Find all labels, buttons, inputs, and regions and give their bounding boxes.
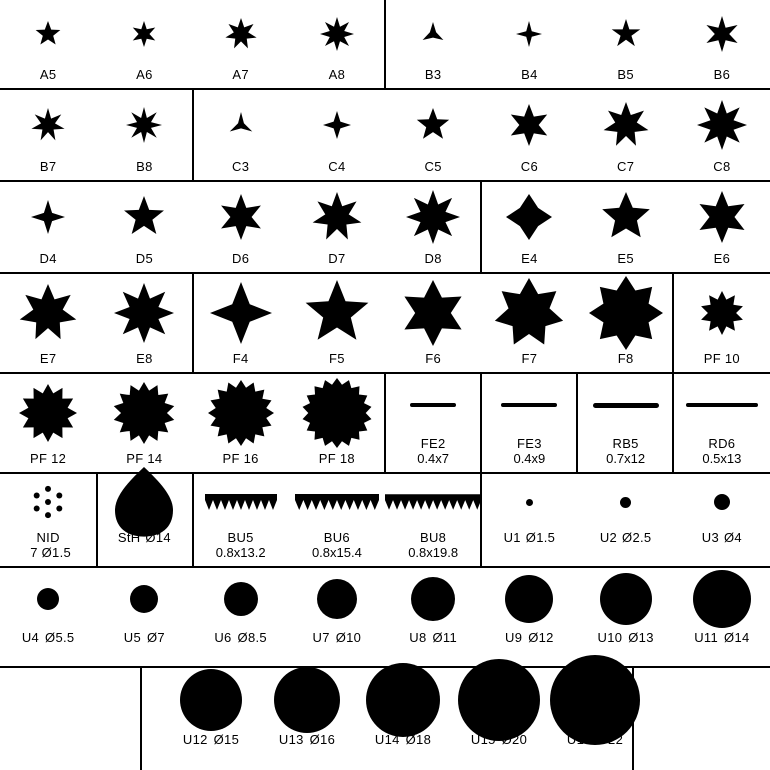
shape-glyph-slot xyxy=(481,374,577,436)
shape-code-label: D8 xyxy=(424,251,442,266)
shape-code-label: U12 xyxy=(182,732,208,747)
shape-cell xyxy=(481,0,577,90)
shape-cell xyxy=(289,182,385,274)
shape-glyph-circle xyxy=(0,568,96,630)
shape-glyph-star xyxy=(193,90,289,159)
shape-glyph-star xyxy=(96,0,192,67)
shape-glyph-slot xyxy=(385,374,481,436)
shape-size-label: Ø11 xyxy=(432,630,457,645)
shape-cell xyxy=(674,0,770,90)
shape-code-label: D4 xyxy=(39,251,57,266)
shape-cell xyxy=(385,474,481,568)
separator-line xyxy=(576,372,578,472)
shape-glyph-circle xyxy=(578,568,674,630)
shape-size-label: Ø15 xyxy=(213,732,240,747)
shape-cell xyxy=(674,474,770,568)
shape-cell xyxy=(578,182,674,274)
shape-size-label: 0.4x7 xyxy=(417,451,450,466)
shape-code-label: E4 xyxy=(521,251,538,266)
shape-glyph-star xyxy=(193,274,289,351)
shape-cell xyxy=(96,274,192,374)
shape-code-label: PF 14 xyxy=(126,451,163,466)
shape-glyph-star xyxy=(0,90,96,159)
shape-cell xyxy=(481,90,577,182)
shape-glyph-comb xyxy=(193,474,289,530)
shape-code-label: E5 xyxy=(617,251,634,266)
shape-glyph-circle xyxy=(355,668,451,732)
shape-cell xyxy=(674,90,770,182)
shape-cell xyxy=(578,374,674,474)
shape-code-label: FE3 xyxy=(517,436,542,451)
shape-code-size-label xyxy=(578,530,674,545)
shape-code-label: B5 xyxy=(617,67,634,82)
shape-cell xyxy=(193,182,289,274)
separator-line xyxy=(140,666,142,770)
shape-code-label: F6 xyxy=(425,351,442,366)
shape-size-label: Ø1.5 xyxy=(525,530,556,545)
separator-line xyxy=(480,472,482,566)
shape-glyph-star xyxy=(385,274,481,351)
shape-code-size-label xyxy=(481,530,577,545)
shape-code-label: B6 xyxy=(713,67,731,82)
shape-glyph-star xyxy=(674,182,770,251)
shape-code-label: B8 xyxy=(136,159,153,174)
shape-size-label: 0.8x19.8 xyxy=(408,545,459,560)
shape-glyph-star xyxy=(385,90,481,159)
shape-cell xyxy=(193,374,289,474)
shape-code-label: PF 12 xyxy=(30,451,67,466)
shape-cell xyxy=(96,90,192,182)
shape-code-label: PF 10 xyxy=(703,351,740,366)
shape-cell xyxy=(0,90,96,182)
shape-code-label: F7 xyxy=(521,351,538,366)
shape-size-label: Ø4 xyxy=(724,530,742,545)
shape-glyph-dots xyxy=(0,474,96,530)
shape-code-label: StH xyxy=(117,530,141,545)
shape-cell xyxy=(547,668,643,770)
shape-glyph-star xyxy=(674,274,770,351)
separator-line xyxy=(0,272,770,274)
shape-code-size-label xyxy=(385,630,481,645)
shape-code-label: D6 xyxy=(232,251,250,266)
shape-code-label: U10 xyxy=(597,630,623,645)
shape-cell xyxy=(385,0,481,90)
shape-code-label: NID xyxy=(36,530,60,545)
shape-cell xyxy=(193,274,289,374)
shape-glyph-circle xyxy=(578,474,674,530)
shape-cell xyxy=(578,90,674,182)
shape-size-label: 0.8x13.2 xyxy=(215,545,266,560)
shape-glyph-circle xyxy=(547,668,643,732)
shape-glyph-star xyxy=(0,374,96,451)
shape-code-size-label xyxy=(289,630,385,645)
shape-cell xyxy=(481,568,577,668)
shape-cell xyxy=(289,0,385,90)
shape-cell xyxy=(289,274,385,374)
shape-size-label: Ø14 xyxy=(145,530,171,545)
separator-line xyxy=(672,372,674,472)
shape-code-size-label xyxy=(674,530,770,545)
shape-code-label: U11 xyxy=(694,630,719,645)
shape-cell xyxy=(481,374,577,474)
shape-cell xyxy=(0,182,96,274)
shape-size-label: Ø16 xyxy=(309,732,336,747)
shape-size-label: Ø22 xyxy=(597,732,624,747)
shape-glyph-circle xyxy=(451,668,547,732)
shape-code-label: C4 xyxy=(328,159,346,174)
shape-code-label: U4 xyxy=(21,630,40,645)
shape-glyph-star xyxy=(289,274,385,351)
separator-line xyxy=(672,272,674,372)
shape-cell xyxy=(193,0,289,90)
shape-glyph-star xyxy=(0,182,96,251)
separator-line xyxy=(0,180,770,182)
shape-code-size-label xyxy=(96,530,192,545)
separator-line xyxy=(480,372,482,472)
shape-cell xyxy=(674,568,770,668)
shape-size-label: Ø20 xyxy=(501,732,528,747)
shape-size-label: Ø18 xyxy=(405,732,432,747)
shape-code-label: C3 xyxy=(232,159,250,174)
shape-glyph-star xyxy=(578,0,674,67)
shape-code-label: U16 xyxy=(566,732,592,747)
shape-code-label: B4 xyxy=(521,67,538,82)
shape-glyph-circle xyxy=(259,668,355,732)
shape-glyph-comb xyxy=(289,474,385,530)
shape-code-label: FE2 xyxy=(420,436,446,451)
shape-code-label: A8 xyxy=(328,67,346,82)
shape-glyph-teardrop xyxy=(96,474,192,530)
shape-glyph-circle xyxy=(163,668,259,732)
shape-cell xyxy=(385,274,481,374)
shape-code-label: D7 xyxy=(328,251,346,266)
shape-cell xyxy=(355,668,451,770)
shape-size-label: Ø8.5 xyxy=(237,630,267,645)
shape-glyph-star xyxy=(481,182,577,251)
shape-glyph-star xyxy=(578,90,674,159)
separator-line xyxy=(192,88,194,180)
shape-code-label: E6 xyxy=(713,251,731,266)
shape-glyph-circle xyxy=(96,568,192,630)
shape-cell xyxy=(674,182,770,274)
shape-glyph-star xyxy=(289,0,385,67)
shape-cell xyxy=(289,374,385,474)
shape-cell xyxy=(96,0,192,90)
shape-code-label: U5 xyxy=(123,630,141,645)
shape-glyph-star xyxy=(96,90,192,159)
shape-code-label: C8 xyxy=(713,159,731,174)
shape-glyph-star xyxy=(289,90,385,159)
shape-glyph-star xyxy=(0,274,96,351)
shape-glyph-circle xyxy=(674,568,770,630)
shape-code-label: RD6 xyxy=(708,436,736,451)
shape-glyph-star xyxy=(96,374,192,451)
shape-cell xyxy=(289,474,385,568)
separator-line xyxy=(96,472,98,566)
shape-cell xyxy=(674,374,770,474)
shape-code-label: E8 xyxy=(136,351,153,366)
shape-glyph-star xyxy=(0,0,96,67)
shape-glyph-star xyxy=(578,182,674,251)
shape-cell xyxy=(451,668,547,770)
shape-cell xyxy=(289,568,385,668)
shape-glyph-circle xyxy=(481,568,577,630)
shape-glyph-star xyxy=(481,0,577,67)
shape-glyph-star xyxy=(674,90,770,159)
shape-code-size-label xyxy=(481,630,577,645)
shape-cell xyxy=(578,474,674,568)
shape-cell xyxy=(385,182,481,274)
shape-size-label: 0.4x9 xyxy=(513,451,546,466)
shape-size-label: 0.8x15.4 xyxy=(311,545,362,560)
shape-code-label: C7 xyxy=(617,159,635,174)
shape-cell xyxy=(96,182,192,274)
shape-cell xyxy=(385,568,481,668)
shape-size-label: Ø7 xyxy=(147,630,165,645)
shape-code-label: BU8 xyxy=(420,530,447,545)
shape-code-label: F5 xyxy=(328,351,345,366)
shape-glyph-slot xyxy=(578,374,674,436)
shape-cell xyxy=(481,274,577,374)
shape-code-label: U2 xyxy=(599,530,618,545)
separator-line xyxy=(632,666,634,770)
shape-code-label: U1 xyxy=(503,530,521,545)
shape-glyph-circle xyxy=(481,474,577,530)
separator-line xyxy=(0,88,770,90)
shape-code-label: D5 xyxy=(135,251,153,266)
shape-cell xyxy=(259,668,355,770)
shape-code-label: B7 xyxy=(39,159,57,174)
shape-cell xyxy=(578,0,674,90)
shape-code-label: RB5 xyxy=(612,436,639,451)
separator-line xyxy=(0,566,770,568)
shape-cell xyxy=(0,0,96,90)
separator-line xyxy=(480,180,482,272)
shape-code-label: U14 xyxy=(374,732,400,747)
separator-line xyxy=(192,272,194,372)
shape-glyph-star xyxy=(193,0,289,67)
separator-line xyxy=(0,666,770,668)
shape-glyph-circle xyxy=(289,568,385,630)
shape-code-size-label xyxy=(578,630,674,645)
shape-code-label: PF 16 xyxy=(222,451,259,466)
shape-code-label: A5 xyxy=(39,67,57,82)
shape-size-label: 0.5x13 xyxy=(702,451,742,466)
shape-code-size-label xyxy=(0,630,96,645)
shape-code-label: F4 xyxy=(232,351,249,366)
shape-code-label: U8 xyxy=(409,630,427,645)
shape-glyph-circle xyxy=(674,474,770,530)
shape-code-label: U15 xyxy=(470,732,496,747)
shape-cell xyxy=(163,668,259,770)
shape-cell xyxy=(481,182,577,274)
shape-glyph-comb xyxy=(385,474,481,530)
shape-cell xyxy=(578,274,674,374)
shape-glyph-circle xyxy=(193,568,289,630)
shape-code-size-label xyxy=(0,545,96,560)
shape-code-label: A6 xyxy=(136,67,153,82)
shape-glyph-star xyxy=(289,374,385,451)
shape-glyph-star xyxy=(96,274,192,351)
shape-cell xyxy=(674,274,770,374)
shape-cell xyxy=(578,568,674,668)
shape-size-label: Ø2.5 xyxy=(622,530,652,545)
shape-cell xyxy=(385,90,481,182)
shape-size-label: Ø13 xyxy=(628,630,654,645)
shape-glyph-star xyxy=(481,90,577,159)
shape-code-label: U3 xyxy=(701,530,719,545)
shape-code-label: U9 xyxy=(505,630,523,645)
shape-code-size-label xyxy=(674,630,770,645)
shape-code-label: C5 xyxy=(424,159,442,174)
shape-glyph-star xyxy=(193,182,289,251)
separator-line xyxy=(384,372,386,472)
shape-cell xyxy=(289,90,385,182)
shape-code-label: C6 xyxy=(520,159,538,174)
shape-code-label: B3 xyxy=(424,67,442,82)
shape-code-label: F8 xyxy=(617,351,634,366)
shape-size-label: 7 Ø1.5 xyxy=(30,545,72,560)
shape-cell xyxy=(0,274,96,374)
shape-cell xyxy=(0,568,96,668)
shape-glyph-star xyxy=(385,0,481,67)
shape-code-label: E7 xyxy=(39,351,57,366)
shape-cell xyxy=(385,374,481,474)
separator-line xyxy=(0,472,770,474)
separator-line xyxy=(384,0,386,88)
shape-size-label: Ø10 xyxy=(335,630,362,645)
shape-glyph-star xyxy=(96,182,192,251)
shape-code-label: U13 xyxy=(278,732,304,747)
shape-glyph-star xyxy=(578,274,674,351)
shape-cell xyxy=(0,374,96,474)
shape-cell xyxy=(96,568,192,668)
shape-cell xyxy=(193,90,289,182)
shape-glyph-slot xyxy=(674,374,770,436)
shape-cell xyxy=(481,474,577,568)
shape-code-label: U6 xyxy=(214,630,232,645)
shape-cell xyxy=(96,474,192,568)
shape-code-size-label xyxy=(193,630,289,645)
shape-code-size-label xyxy=(163,732,259,747)
shape-code-size-label xyxy=(259,732,355,747)
shape-cell xyxy=(193,474,289,568)
shape-glyph-star xyxy=(481,274,577,351)
shape-cell xyxy=(0,474,96,568)
shape-code-size-label xyxy=(96,630,192,645)
shape-size-label: Ø12 xyxy=(528,630,554,645)
shape-glyph-star xyxy=(674,0,770,67)
shape-cell xyxy=(96,374,192,474)
separator-line xyxy=(192,472,194,566)
shape-code-label: BU6 xyxy=(323,530,350,545)
shape-glyph-star xyxy=(193,374,289,451)
shape-glyph-circle xyxy=(385,568,481,630)
shape-code-label: BU5 xyxy=(227,530,254,545)
shape-glyph-star xyxy=(385,182,481,251)
shape-size-label: Ø5.5 xyxy=(45,630,75,645)
shape-glyph-star xyxy=(289,182,385,251)
shape-code-label: A7 xyxy=(232,67,249,82)
shape-code-label: PF 18 xyxy=(318,451,355,466)
shape-code-label: U7 xyxy=(312,630,330,645)
shape-cell xyxy=(193,568,289,668)
shape-size-label: 0.7x12 xyxy=(606,451,646,466)
shape-size-label: Ø14 xyxy=(724,630,750,645)
